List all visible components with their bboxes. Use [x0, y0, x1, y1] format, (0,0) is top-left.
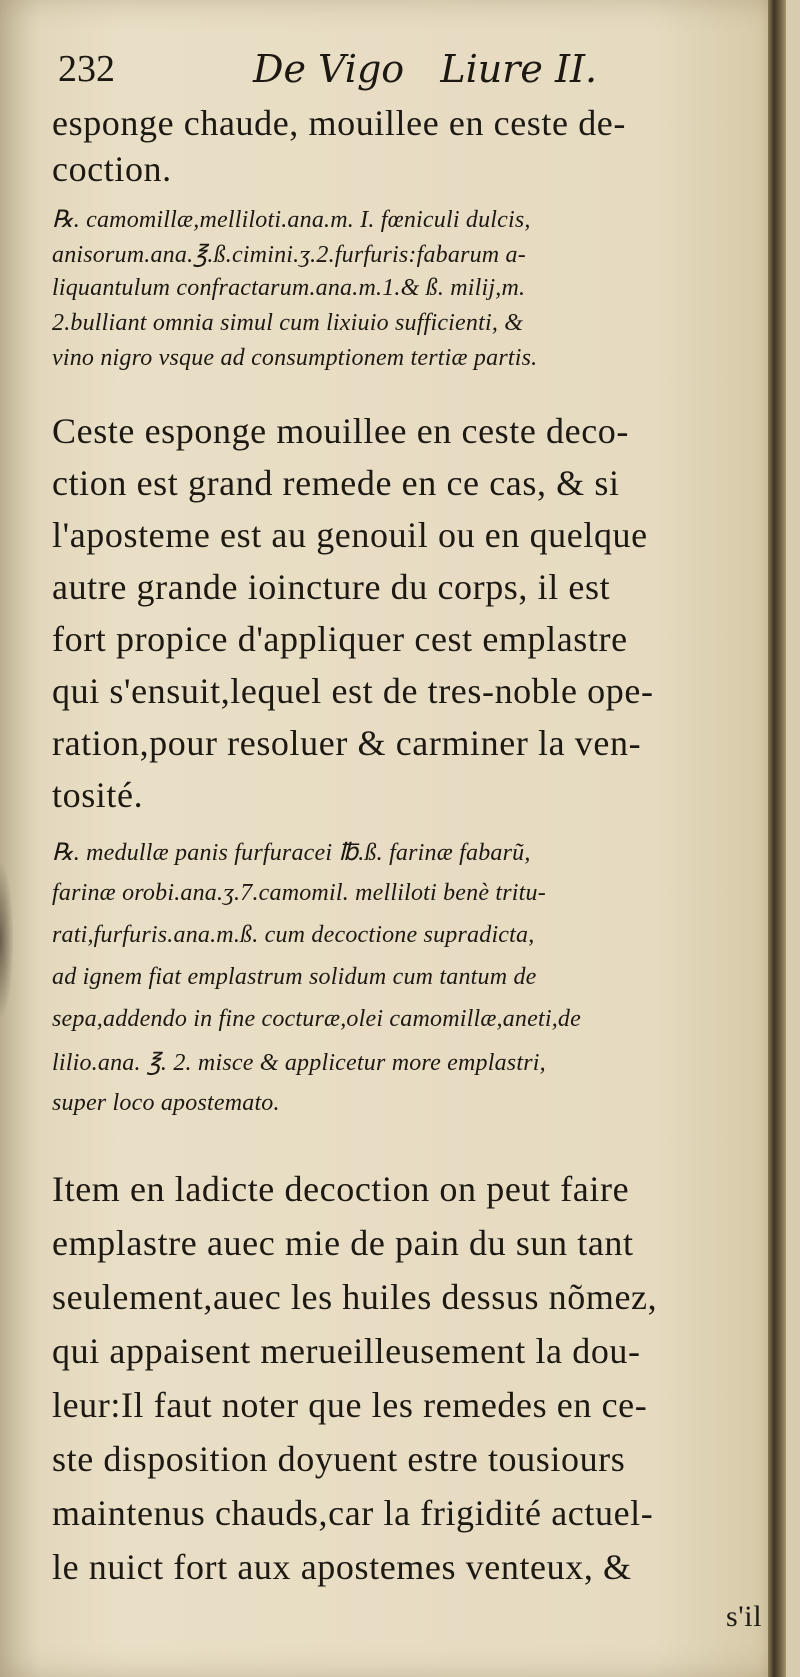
- recipe-line: ad ignem fiat emplastrum solidum cum tantum de: [52, 964, 537, 990]
- ink-blot: [0, 860, 14, 1020]
- text-line: tosité.: [52, 775, 144, 815]
- text-line: Ceste esponge mouillee en ceste deco-: [52, 411, 629, 451]
- catchword: s'il: [726, 1600, 763, 1633]
- text-line: qui s'ensuit,lequel est de tres-noble ope-: [52, 671, 654, 711]
- recipe-line: liquantulum confractarum.ana.m.1.& ß. milij,m.: [52, 275, 526, 301]
- recipe-line: sepa,addendo in fine cocturæ,olei camomillæ,aneti,de: [52, 1006, 581, 1032]
- text-line: qui appaisent merueilleusement la dou-: [52, 1331, 641, 1371]
- recipe-line: rati,furfuris.ana.m.ß. cum decoctione supradicta,: [52, 922, 535, 948]
- recipe-line: ℞. medullæ panis furfuracei ℔.ß. farinæ fabarũ,: [52, 840, 531, 866]
- recipe-line: super loco apostemato.: [52, 1090, 280, 1116]
- text-line: ction est grand remede en ce cas, & si: [52, 463, 620, 503]
- text-line: ste disposition doyuent estre tousiours: [52, 1439, 626, 1479]
- page-gutter: [768, 0, 786, 1677]
- text-line: leur:Il faut noter que les remedes en ce-: [52, 1385, 648, 1425]
- text-line: seulement,auec les huiles dessus nõmez,: [52, 1277, 658, 1317]
- text-line: coction.: [52, 149, 172, 189]
- recipe-line: lilio.ana. ℥. 2. misce & applicetur more emplastri,: [52, 1050, 546, 1076]
- text-line: Item en ladicte decoction on peut faire: [52, 1169, 630, 1209]
- recipe-line: farinæ orobi.ana.ʒ.7.camomil. melliloti benè tritu-: [52, 880, 546, 906]
- text-line: ration,pour resoluer & carminer la ven-: [52, 723, 642, 763]
- recipe-line: vino nigro vsque ad consumptionem tertiæ partis.: [52, 345, 538, 371]
- text-line: maintenus chauds,car la frigidité actuel-: [52, 1493, 654, 1533]
- recipe-line: ℞. camomillæ,melliloti.ana.m. I. fœniculi dulcis,: [52, 207, 531, 233]
- recipe-line: 2.bulliant omnia simul cum lixiuio sufficienti, &: [52, 310, 524, 336]
- text-line: fort propice d'appliquer cest emplastre: [52, 619, 628, 659]
- text-line: emplastre auec mie de pain du sun tant: [52, 1223, 634, 1263]
- text-line: autre grande ioincture du corps, il est: [52, 567, 611, 607]
- page-header: [58, 44, 758, 94]
- text-line: l'aposteme est au genouil ou en quelque: [52, 515, 648, 555]
- text-line: le nuict fort aux apostemes venteux, &: [52, 1547, 632, 1587]
- recipe-line: anisorum.ana.℥.ß.cimini.ʒ.2.furfuris:fabarum a-: [52, 242, 526, 268]
- page-number: 232: [58, 48, 115, 90]
- running-title: De Vigo Liure II.: [253, 47, 598, 91]
- text-line: esponge chaude, mouillee en ceste de-: [52, 103, 626, 143]
